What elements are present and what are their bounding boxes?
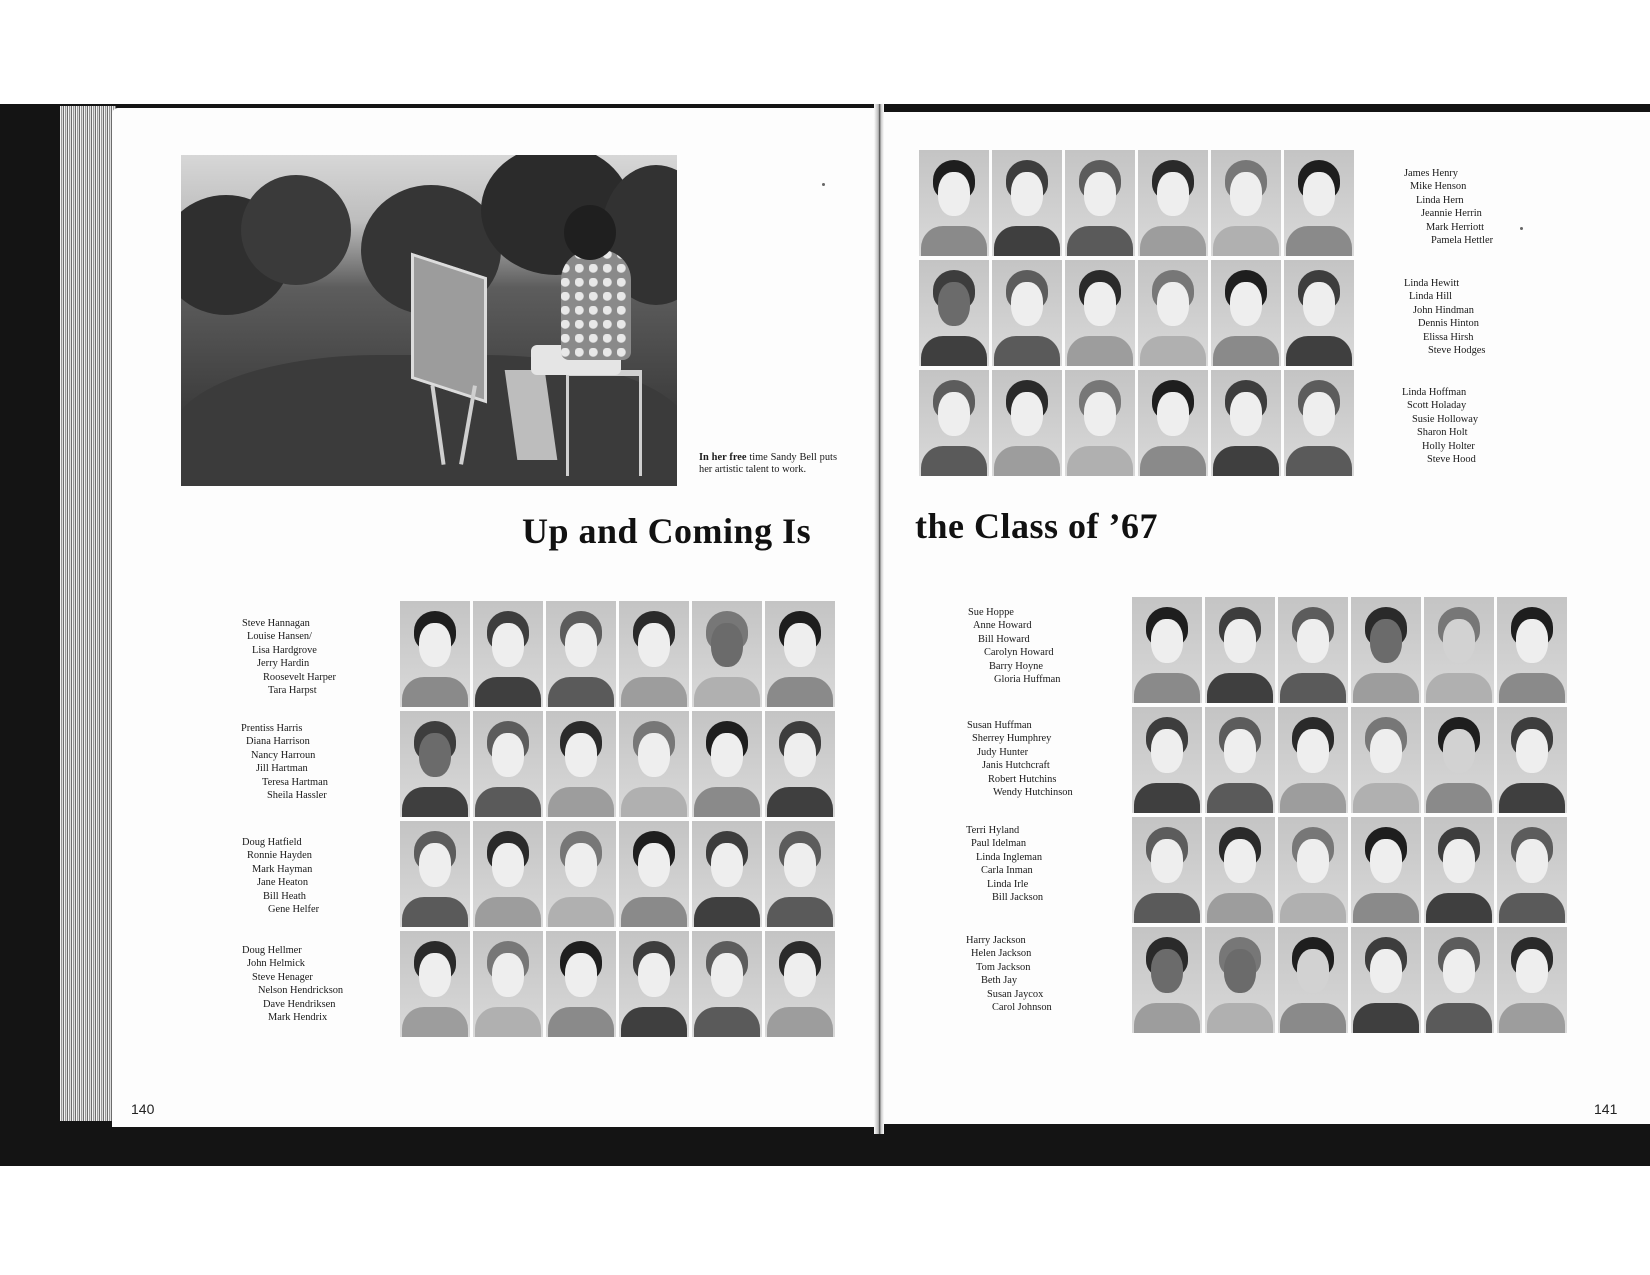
student-name: Judy Hunter xyxy=(977,746,1029,758)
student-portrait xyxy=(1211,370,1281,476)
painting-photo xyxy=(181,155,677,486)
student-name: Steve Hannagan xyxy=(242,618,310,629)
student-name: Roosevelt Harper xyxy=(263,671,336,683)
student-name: Sue Hoppe xyxy=(968,607,1014,618)
student-portrait xyxy=(765,931,835,1037)
student-portrait xyxy=(692,821,762,927)
student-portrait xyxy=(919,260,989,366)
student-portrait xyxy=(1278,927,1348,1033)
student-name: Harry Jackson xyxy=(966,935,1026,946)
student-name: Nelson Hendrickson xyxy=(258,985,344,997)
student-name: Doug Hellmer xyxy=(242,945,302,956)
student-portrait xyxy=(1351,817,1421,923)
student-name: Helen Jackson xyxy=(971,948,1032,960)
student-name: Louise Hansen/ xyxy=(247,631,312,643)
student-portrait xyxy=(546,821,616,927)
student-name: Terri Hyland xyxy=(966,825,1020,836)
student-portrait xyxy=(1211,150,1281,256)
caption-lead: In her free xyxy=(699,452,747,463)
book-page-edges xyxy=(60,106,116,1121)
student-portrait xyxy=(1138,260,1208,366)
name-list xyxy=(241,722,328,802)
student-portrait xyxy=(1351,707,1421,813)
student-portrait xyxy=(1497,597,1567,703)
student-name: Anne Howard xyxy=(973,620,1032,632)
student-portrait xyxy=(1138,370,1208,476)
student-portrait xyxy=(473,601,543,707)
student-portrait xyxy=(473,931,543,1037)
student-name: Mark Herriott xyxy=(1426,221,1484,233)
student-name: Jerry Hardin xyxy=(257,658,310,670)
student-name: Lisa Hardgrove xyxy=(252,644,317,656)
student-portrait xyxy=(692,601,762,707)
name-list xyxy=(967,719,1073,799)
student-name: Robert Hutchins xyxy=(988,773,1057,785)
student-name: Paul Idelman xyxy=(971,838,1027,850)
student-portrait xyxy=(546,711,616,817)
name-list xyxy=(966,824,1043,904)
student-name: Jeannie Herrin xyxy=(1421,208,1482,220)
student-portrait xyxy=(546,931,616,1037)
student-name: Nancy Harroun xyxy=(251,749,316,761)
student-portrait xyxy=(1205,927,1275,1033)
student-name: John Hindman xyxy=(1413,304,1474,316)
student-name: Pamela Hettler xyxy=(1431,235,1494,247)
name-list xyxy=(1402,386,1478,466)
student-portrait xyxy=(1205,597,1275,703)
student-portrait xyxy=(1424,927,1494,1033)
student-name: Linda Hill xyxy=(1409,291,1452,303)
student-name: Tara Harpst xyxy=(268,685,317,697)
student-name: Bill Howard xyxy=(978,633,1030,645)
name-list xyxy=(242,617,336,697)
student-portrait xyxy=(1497,927,1567,1033)
headline-right: the Class of ’67 xyxy=(915,506,1158,546)
student-portrait xyxy=(992,260,1062,366)
student-name: Mark Hayman xyxy=(252,863,313,875)
student-portrait xyxy=(1284,260,1354,366)
student-name: Linda Irle xyxy=(987,878,1029,890)
student-portrait xyxy=(1211,260,1281,366)
student-name: Steve Hood xyxy=(1427,454,1476,466)
student-portrait xyxy=(765,601,835,707)
student-portrait xyxy=(1497,707,1567,813)
photo-caption xyxy=(699,452,837,475)
student-name: Dennis Hinton xyxy=(1418,318,1479,330)
student-name: Jane Heaton xyxy=(257,877,309,889)
student-portrait xyxy=(1132,707,1202,813)
student-portrait xyxy=(619,931,689,1037)
student-portrait xyxy=(1132,927,1202,1033)
portrait-grid-right-bottom xyxy=(1132,597,1567,1033)
student-name: James Henry xyxy=(1404,168,1458,179)
name-list xyxy=(966,934,1052,1014)
student-portrait xyxy=(400,821,470,927)
name-list xyxy=(242,944,343,1024)
student-name: Janis Hutchcraft xyxy=(982,760,1050,772)
student-name: Susan Jaycox xyxy=(987,988,1044,1000)
student-name: Ronnie Hayden xyxy=(247,850,312,862)
portrait-grid-left-bottom xyxy=(400,601,835,1037)
student-portrait xyxy=(1132,817,1202,923)
student-name: Diana Harrison xyxy=(246,736,310,748)
portrait-grid-right-top xyxy=(919,150,1354,476)
scan-speck xyxy=(1520,227,1523,230)
student-portrait xyxy=(919,370,989,476)
student-name: Linda Hoffman xyxy=(1402,387,1467,398)
student-name: Bill Jackson xyxy=(992,892,1044,904)
student-portrait xyxy=(619,711,689,817)
student-portrait xyxy=(1138,150,1208,256)
student-portrait xyxy=(692,711,762,817)
student-name: Jill Hartman xyxy=(256,763,308,775)
student-name: Bill Heath xyxy=(263,890,306,902)
student-name: Linda Ingleman xyxy=(976,851,1043,863)
student-name: Elissa Hirsh xyxy=(1423,331,1474,343)
student-name: Sheila Hassler xyxy=(267,790,327,802)
student-portrait xyxy=(1278,707,1348,813)
student-name: Teresa Hartman xyxy=(262,776,328,788)
student-portrait xyxy=(1278,817,1348,923)
student-portrait xyxy=(400,711,470,817)
student-name: Gene Helfer xyxy=(268,904,320,916)
student-portrait xyxy=(1065,260,1135,366)
student-name: Sherrey Humphrey xyxy=(972,733,1052,745)
student-name: Holly Holter xyxy=(1422,440,1475,452)
student-portrait xyxy=(1497,817,1567,923)
student-portrait xyxy=(1424,707,1494,813)
student-name: Barry Hoyne xyxy=(989,660,1043,672)
headline-left: Up and Coming Is xyxy=(522,511,812,551)
page-number-left: 140 xyxy=(131,1101,155,1117)
student-name: Doug Hatfield xyxy=(242,837,302,848)
student-portrait xyxy=(765,711,835,817)
easel-canvas xyxy=(411,253,487,404)
student-portrait xyxy=(1278,597,1348,703)
student-name: Gloria Huffman xyxy=(994,674,1061,686)
student-name: Sharon Holt xyxy=(1417,427,1468,439)
student-portrait xyxy=(765,821,835,927)
student-name: Wendy Hutchinson xyxy=(993,787,1073,799)
student-portrait xyxy=(619,601,689,707)
student-portrait xyxy=(473,711,543,817)
student-portrait xyxy=(1205,817,1275,923)
name-list xyxy=(242,836,319,916)
student-portrait xyxy=(1424,597,1494,703)
student-portrait xyxy=(919,150,989,256)
student-name: Scott Holaday xyxy=(1407,400,1467,412)
student-name: Linda Hewitt xyxy=(1404,278,1460,289)
student-name: Mike Henson xyxy=(1410,181,1467,193)
student-name: Beth Jay xyxy=(981,975,1018,987)
caption-text: time Sandy Bell puts her artistic talent to work. xyxy=(699,452,837,475)
student-portrait xyxy=(1284,150,1354,256)
student-portrait xyxy=(1205,707,1275,813)
student-name: Dave Hendriksen xyxy=(263,998,336,1010)
painter-figure xyxy=(561,250,631,360)
page-number-right: 141 xyxy=(1594,1101,1618,1117)
student-portrait xyxy=(1065,150,1135,256)
student-name: John Helmick xyxy=(247,958,306,970)
student-portrait xyxy=(1351,597,1421,703)
student-portrait xyxy=(692,931,762,1037)
student-portrait xyxy=(992,370,1062,476)
student-name: Steve Henager xyxy=(252,971,313,983)
student-name: Carla Inman xyxy=(981,865,1033,877)
student-portrait xyxy=(1424,817,1494,923)
name-list xyxy=(968,606,1060,686)
book-gutter xyxy=(874,104,884,1134)
student-portrait xyxy=(400,601,470,707)
student-name: Steve Hodges xyxy=(1428,345,1486,357)
student-portrait xyxy=(992,150,1062,256)
student-name: Prentiss Harris xyxy=(241,723,303,734)
student-portrait xyxy=(473,821,543,927)
student-name: Susan Huffman xyxy=(967,720,1032,731)
student-name: Mark Hendrix xyxy=(268,1012,328,1024)
student-name: Tom Jackson xyxy=(976,961,1031,973)
student-name: Carol Johnson xyxy=(992,1002,1052,1014)
student-portrait xyxy=(1132,597,1202,703)
name-list xyxy=(1404,167,1493,247)
student-portrait xyxy=(546,601,616,707)
student-portrait xyxy=(1065,370,1135,476)
student-name: Susie Holloway xyxy=(1412,413,1479,425)
student-name: Linda Hern xyxy=(1416,194,1464,206)
scan-speck xyxy=(822,183,825,186)
stool xyxy=(566,370,642,476)
student-portrait xyxy=(619,821,689,927)
student-portrait xyxy=(400,931,470,1037)
student-portrait xyxy=(1284,370,1354,476)
student-portrait xyxy=(1351,927,1421,1033)
name-list xyxy=(1404,277,1485,357)
student-name: Carolyn Howard xyxy=(984,647,1054,659)
